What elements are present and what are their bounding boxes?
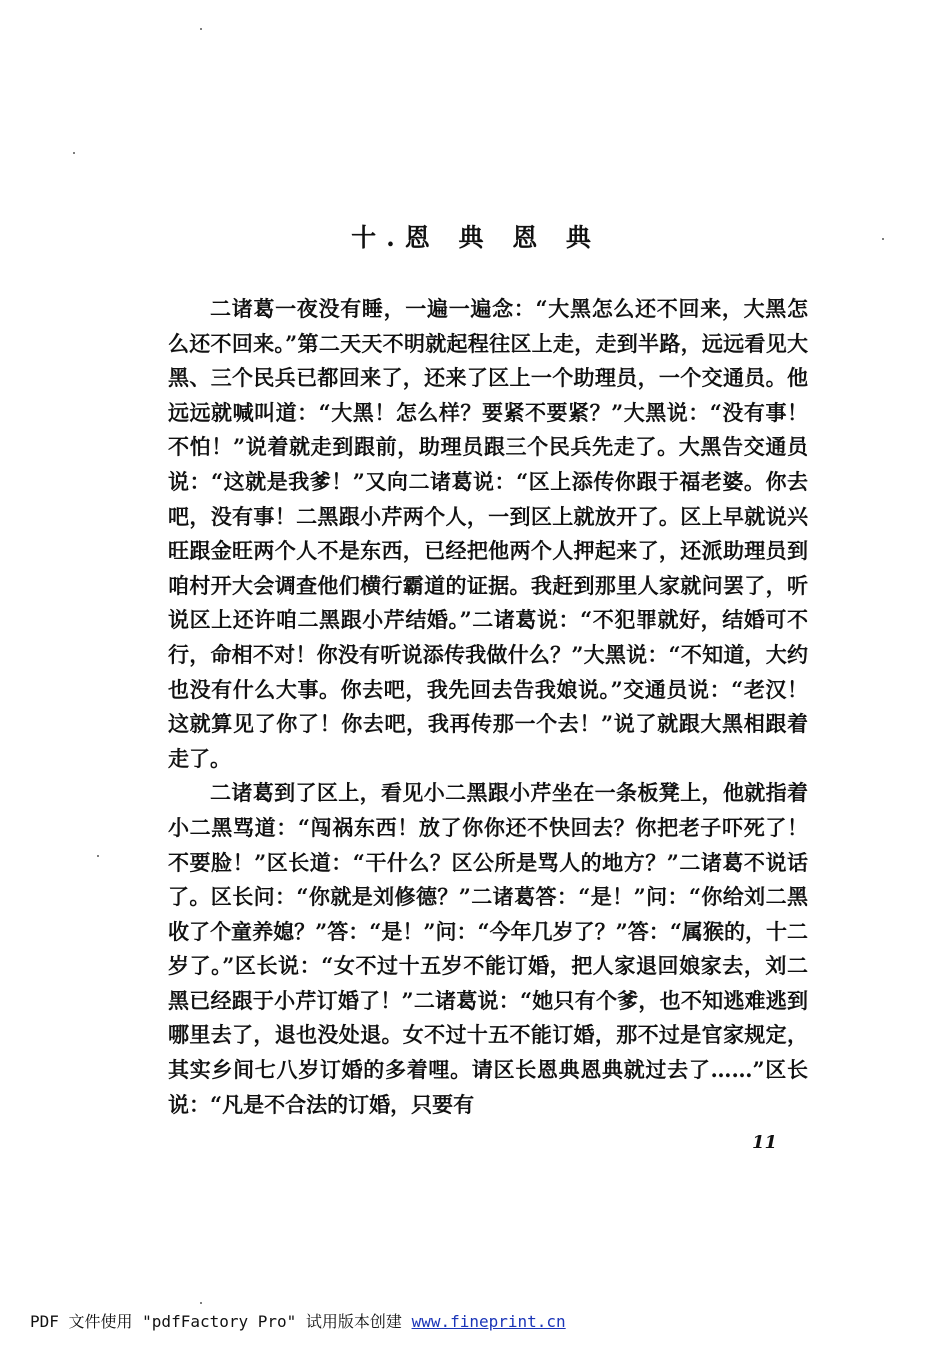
scan-speck: [97, 855, 99, 857]
footer-link[interactable]: www.fineprint.cn: [411, 1312, 566, 1331]
paragraph: [168, 292, 808, 776]
paragraph-text: 二诸葛到了区上，看见小二黑跟小芹坐在一条板凳上，他就指着小二黑骂道：“闯祸东西！放了你你还不快回去？你把老子吓死了！不要脸！”区长道：“干什么？区公所是骂人的地方？”二诸葛不说话了。区长问：“你就是刘修德？”二诸葛答：“是！”问：“你给刘二黑收了个童养媳？”答：“是！”问：“今年几岁了？”答：“属猴的，十二岁了。”区长说：“女不过十五岁不能订婚，把人家退回娘家去，刘二黑已经跟于小芹订婚了！”二诸葛说：“她只有个爹，也不知逃难逃到哪里去了，退也没处退。女不过十五不能订婚，那不过是官家规定，其实乡间七八岁订婚的多着哩。请区长恩典恩典就过去了……”区长说：“凡是不合法的订婚，只要有: [168, 780, 808, 1117]
pdf-footer: [30, 1311, 930, 1333]
footer-text: PDF 文件使用 "pdfFactory Pro" 试用版本创建: [30, 1312, 412, 1331]
page-number: 11: [752, 1132, 778, 1153]
chapter-title: 十.恩 典 恩 典: [351, 223, 601, 252]
scan-speck: [200, 28, 202, 30]
scan-speck: [882, 238, 884, 240]
scan-speck: [200, 1302, 202, 1304]
paragraph-text: 二诸葛一夜没有睡，一遍一遍念：“大黑怎么还不回来，大黑怎么还不回来。”第二天天不明就起程往区上走，走到半路，远远看见大黑、三个民兵已都回来了，还来了区上一个助理员，一个交通员。他远远就喊叫道：“大黑！怎么样？要紧不要紧？”大黑说：“没有事！不怕！”说着就走到跟前，助理员跟三个民兵先走了。大黑告交通员说：“这就是我爹！”又向二诸葛说：“区上添传你跟于福老婆。你去吧，没有事！二黑跟小芹两个人，一到区上就放开了。区上早就说兴旺跟金旺两个人不是东西，已经把他两个人押起来了，还派助理员到咱村开大会调查他们横行霸道的证据。我赶到那里人家就问罢了，听说区上还许咱二黑跟小芹结婚。”二诸葛说：“不犯罪就好，结婚可不行，命相不对！你没有听说添传我做什么？”大黑说：“不知道，大约也没有什么大事。你去吧，我先回去告我娘说。”交通员说：“老汉！这就算见了你了！你去吧，我再传那一个去！”说了就跟大黑相跟着走了。: [168, 296, 808, 771]
paragraph: [168, 776, 808, 1122]
scan-speck: [73, 152, 75, 154]
body-text: [168, 292, 808, 1122]
